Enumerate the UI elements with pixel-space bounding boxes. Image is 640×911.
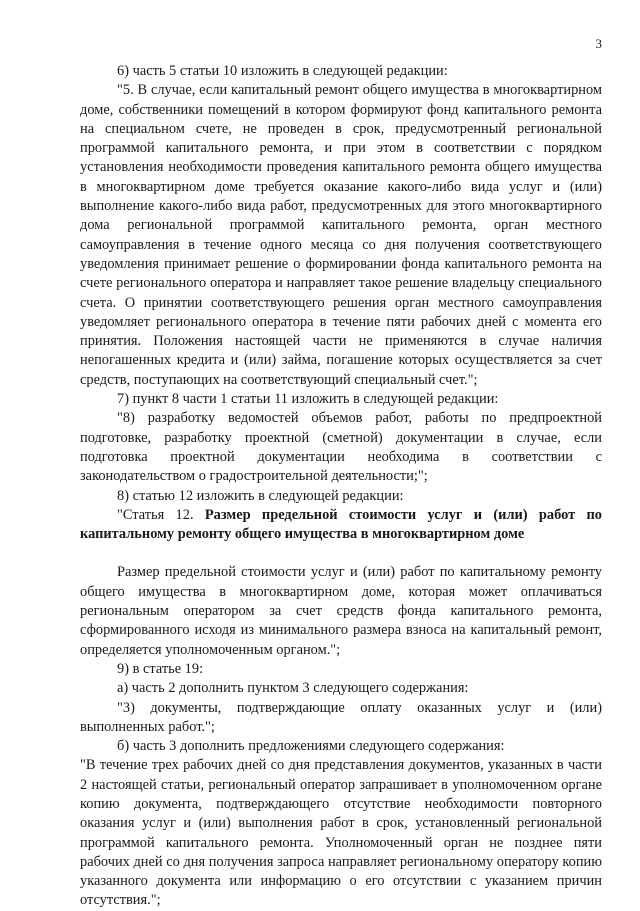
paragraph: 8) статью 12 изложить в следующей редакции: [117, 487, 404, 504]
paragraph: 9) в статье 19: [117, 660, 204, 677]
document-body [80, 62, 602, 911]
blank-line [80, 544, 602, 563]
paragraph: 7) пункт 8 части 1 статьи 11 изложить в следующей редакции: [117, 391, 499, 408]
article-heading-title: Размер предельной стоимости услуг и (или) работ по капитальному ремонту общего имущества в многоквартирном доме [80, 506, 602, 543]
paragraph: "В течение трех рабочих дней со дня представления документов, указанных в части 2 настоящей статьи, региональный оператор запрашивает в уполномоченном органе копию документа, подтверждающего отсутствие необходимости повторного оказания услуг и (или) выполнения работ в срок, установленный региональной программой капитального ремонта. Уполномоченный орган не позднее пяти рабочих дней со дня получения запроса направляет региональному оператору копию указанного документа или информацию о его отсутствии с указанием причин отсутствия."; [80, 757, 602, 909]
paragraph: б) часть 3 дополнить предложениями следующего содержания: [117, 738, 505, 755]
paragraph: Размер предельной стоимости услуг и (или) работ по капитальному ремонту общего имущества в многоквартирном доме, которая может оплачиваться региональным оператором за счет средств фонда капитального ремонта, сформированного исходя из минимального размера взноса на капитальный ремонт, определяется уполномоченным органом."; [80, 564, 602, 658]
paragraph: "8) разработку ведомостей объемов работ, работы по предпроектной подготовке, разработку проектной (сметной) документации в случае, если подготовка проектной документации необходима в соответствии с законодательством о градостроительной деятельности;"; [80, 410, 602, 485]
article-heading-prefix: "Статья 12. [117, 506, 205, 523]
paragraph: "5. В случае, если капитальный ремонт общего имущества в многоквартирном доме, собственники помещений в котором формируют фонд капитального ремонта на специальном счете, не проведен в срок, предусмотренный региональной программой капитального ремонта, и при этом в соответствии с порядком установления необходимости проведения капитального ремонта общего имущества в многоквартирном доме требуется оказание какого-либо вида услуг и (или) выполнение какого-либо вида работ, предусмотренных для этого многоквартирного дома региональной программой капитального ремонта, орган местного самоуправления в течение одного месяца со дня получения соответствующего уведомления принимает решение о формировании фонда капитального ремонта на счете регионального оператора и направляет такое решение владельцу специального счета. О принятии соответствующего решения орган местного самоуправления уведомляет регионального оператора в течение пяти рабочих дней с момента его принятия. Положения настоящей части не применяются в случае наличия непогашенных кредита и (или) займа, погашение которых осуществляется за счет средств, поступающих на соответствующий специальный счет."; [80, 82, 602, 388]
paragraph: а) часть 2 дополнить пунктом 3 следующего содержания: [117, 680, 469, 697]
paragraph: "3) документы, подтверждающие оплату оказанных услуг и (или) выполненных работ."; [80, 699, 602, 735]
article-heading [80, 506, 602, 545]
paragraph: 6) часть 5 статьи 10 изложить в следующей редакции: [117, 63, 448, 79]
page-number: 3 [595, 36, 602, 51]
